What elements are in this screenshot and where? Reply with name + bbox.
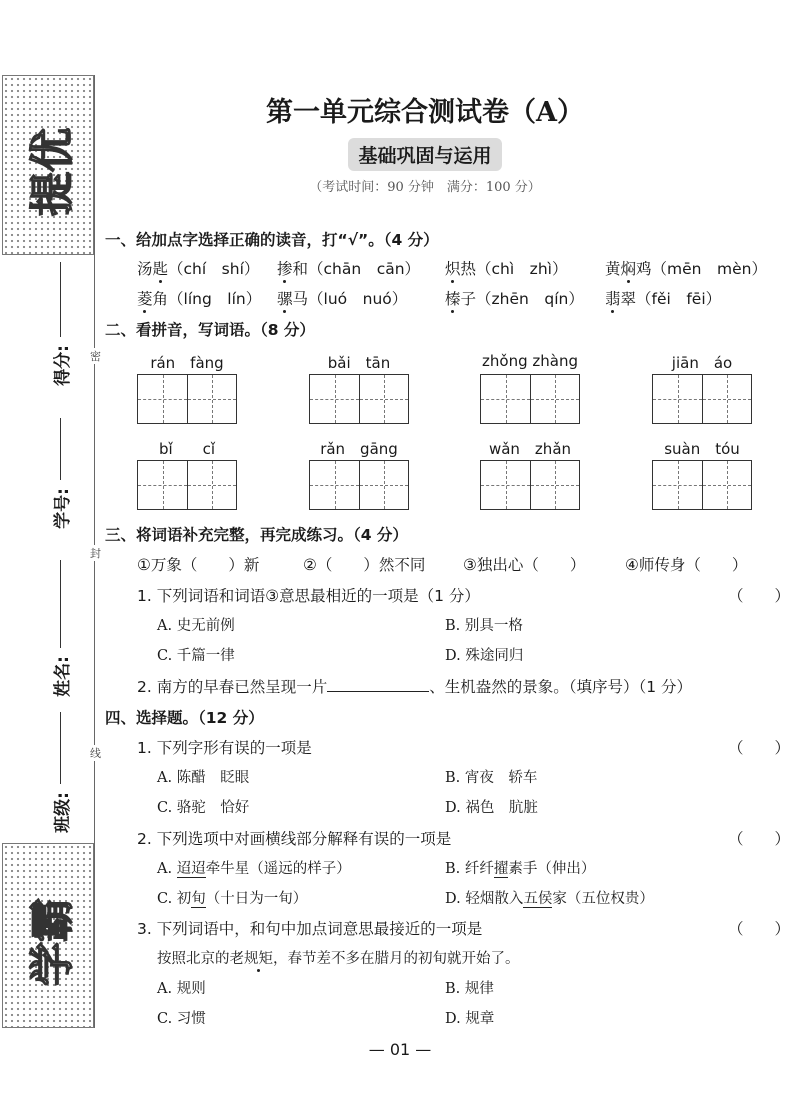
option-a[interactable]: A. 迢迢牵牛星（遥远的样子） xyxy=(157,861,351,877)
writing-grid[interactable] xyxy=(652,374,752,424)
option-c[interactable]: C. 千篇一律 xyxy=(157,648,235,664)
class-label: 班级: xyxy=(52,792,73,833)
decorative-banner-bottom xyxy=(2,843,94,1028)
name-label: 姓名: xyxy=(52,656,73,697)
option-c[interactable]: C. 习惯 xyxy=(157,1011,206,1027)
page-number: — 01 — xyxy=(368,1040,432,1059)
name-field[interactable] xyxy=(40,560,80,697)
option-d[interactable]: D. 殊途同归 xyxy=(445,648,524,664)
idiom-fill-item[interactable]: ②（ ）然不同 xyxy=(303,556,426,574)
score-field[interactable] xyxy=(40,262,80,386)
writing-grid[interactable] xyxy=(652,460,752,510)
page-subtitle: 基础巩固与运用 xyxy=(348,138,501,171)
option-d[interactable]: D. 规章 xyxy=(445,1011,495,1027)
idiom-fill-item[interactable]: ④师传身（ ） xyxy=(625,556,748,574)
option-a[interactable]: A. 史无前例 xyxy=(157,618,235,634)
seal-mark-mi: 密 xyxy=(90,350,101,363)
banner-text-bottom: 学霸 xyxy=(27,898,78,986)
example-sentence: 按照北京的老规矩，春节差不多在腊月的初旬就开始了。 xyxy=(157,951,520,967)
pinyin-choice-item[interactable]: 菱角（líng lín） xyxy=(137,290,262,308)
question-text: 1. 下列字形有误的一项是 xyxy=(137,739,312,757)
question-text: 3. 下列词语中，和句中加点词意思最接近的一项是 xyxy=(137,920,483,938)
question-text: 2. 下列选项中对画横线部分解释有误的一项是 xyxy=(137,830,452,848)
score-label: 得分: xyxy=(52,345,73,386)
question-text: 1. 下列词语和词语③意思最相近的一项是（1 分） xyxy=(137,587,480,605)
writing-grid[interactable] xyxy=(480,374,580,424)
exam-meta: （考试时间：90 分钟 满分：100 分） xyxy=(309,180,541,195)
pinyin-label: rán fàng xyxy=(150,354,224,372)
pinyin-choice-item[interactable]: 汤匙（chí shí） xyxy=(137,260,260,278)
pinyin-choice-item[interactable]: 翡翠（fěi fēi） xyxy=(605,290,722,308)
answer-bracket[interactable]: （ ） xyxy=(727,739,790,757)
page-title: 第一单元综合测试卷（A） xyxy=(266,97,584,128)
option-d[interactable]: D. 轻烟散入五侯家（五位权贵） xyxy=(445,891,654,907)
writing-grid[interactable] xyxy=(309,460,409,510)
option-b[interactable]: B. 纤纤擢素手（伸出） xyxy=(445,861,596,877)
pinyin-label: bǎi tān xyxy=(327,354,391,372)
pinyin-choice-item[interactable]: 榛子（zhēn qín） xyxy=(445,290,584,308)
pinyin-choice-item[interactable]: 黄焖鸡（mēn mèn） xyxy=(605,260,767,278)
idiom-fill-item[interactable]: ①万象（ ）新 xyxy=(137,556,260,574)
class-field[interactable] xyxy=(40,712,80,833)
pinyin-choice-item[interactable]: 骡马（luó nuó） xyxy=(277,290,408,308)
pinyin-choice-item[interactable]: 掺和（chān cān） xyxy=(277,260,421,278)
option-c[interactable]: C. 初旬（十日为一旬） xyxy=(157,891,308,907)
pinyin-label: bǐ cǐ xyxy=(158,440,216,458)
seal-mark-xian: 线 xyxy=(90,747,101,760)
answer-bracket[interactable]: （ ） xyxy=(727,920,790,938)
left-margin-sidebar xyxy=(0,0,105,1114)
answer-bracket[interactable]: （ ） xyxy=(727,830,790,848)
student-number-field[interactable] xyxy=(40,418,80,529)
option-a[interactable]: A. 规则 xyxy=(157,981,206,997)
writing-grid[interactable] xyxy=(137,374,237,424)
section-1-title: 一、给加点字选择正确的读音，打“√”。（4 分） xyxy=(105,231,439,249)
option-b[interactable]: B. 宵夜 轿车 xyxy=(445,770,538,786)
banner-text-top: 提优 xyxy=(27,128,78,216)
option-c[interactable]: C. 骆驼 恰好 xyxy=(157,800,250,816)
idiom-fill-item[interactable]: ③独出心（ ） xyxy=(463,556,586,574)
option-b[interactable]: B. 别具一格 xyxy=(445,618,523,634)
section-4-title: 四、选择题。（12 分） xyxy=(105,709,264,727)
pinyin-label: jiān áo xyxy=(671,354,733,372)
pinyin-label: suàn tóu xyxy=(664,440,740,458)
section-2-title: 二、看拼音，写词语。（8 分） xyxy=(105,321,315,339)
seal-mark-feng: 封 xyxy=(90,547,101,560)
pinyin-label: wǎn zhǎn xyxy=(488,440,572,458)
fill-blank-question: 2. 南方的早春已然呈现一片 、生机盎然的景象。（填序号）（1 分） xyxy=(137,678,693,696)
option-a[interactable]: A. 陈醋 眨眼 xyxy=(157,770,250,786)
answer-bracket[interactable]: （ ） xyxy=(727,587,790,605)
writing-grid[interactable] xyxy=(137,460,237,510)
writing-grid[interactable] xyxy=(309,374,409,424)
pinyin-label: rǎn gāng xyxy=(320,440,398,458)
writing-grid[interactable] xyxy=(480,460,580,510)
section-3-title: 三、将词语补充完整，再完成练习。（4 分） xyxy=(105,526,408,544)
option-d[interactable]: D. 祸色 肮脏 xyxy=(445,800,538,816)
student-number-label: 学号: xyxy=(52,488,73,529)
pinyin-label: zhǒng zhàng xyxy=(482,352,578,370)
pinyin-choice-item[interactable]: 炽热（chì zhì） xyxy=(445,260,568,278)
option-b[interactable]: B. 规律 xyxy=(445,981,494,997)
answer-blank[interactable] xyxy=(327,676,429,692)
decorative-banner-top xyxy=(2,75,94,255)
